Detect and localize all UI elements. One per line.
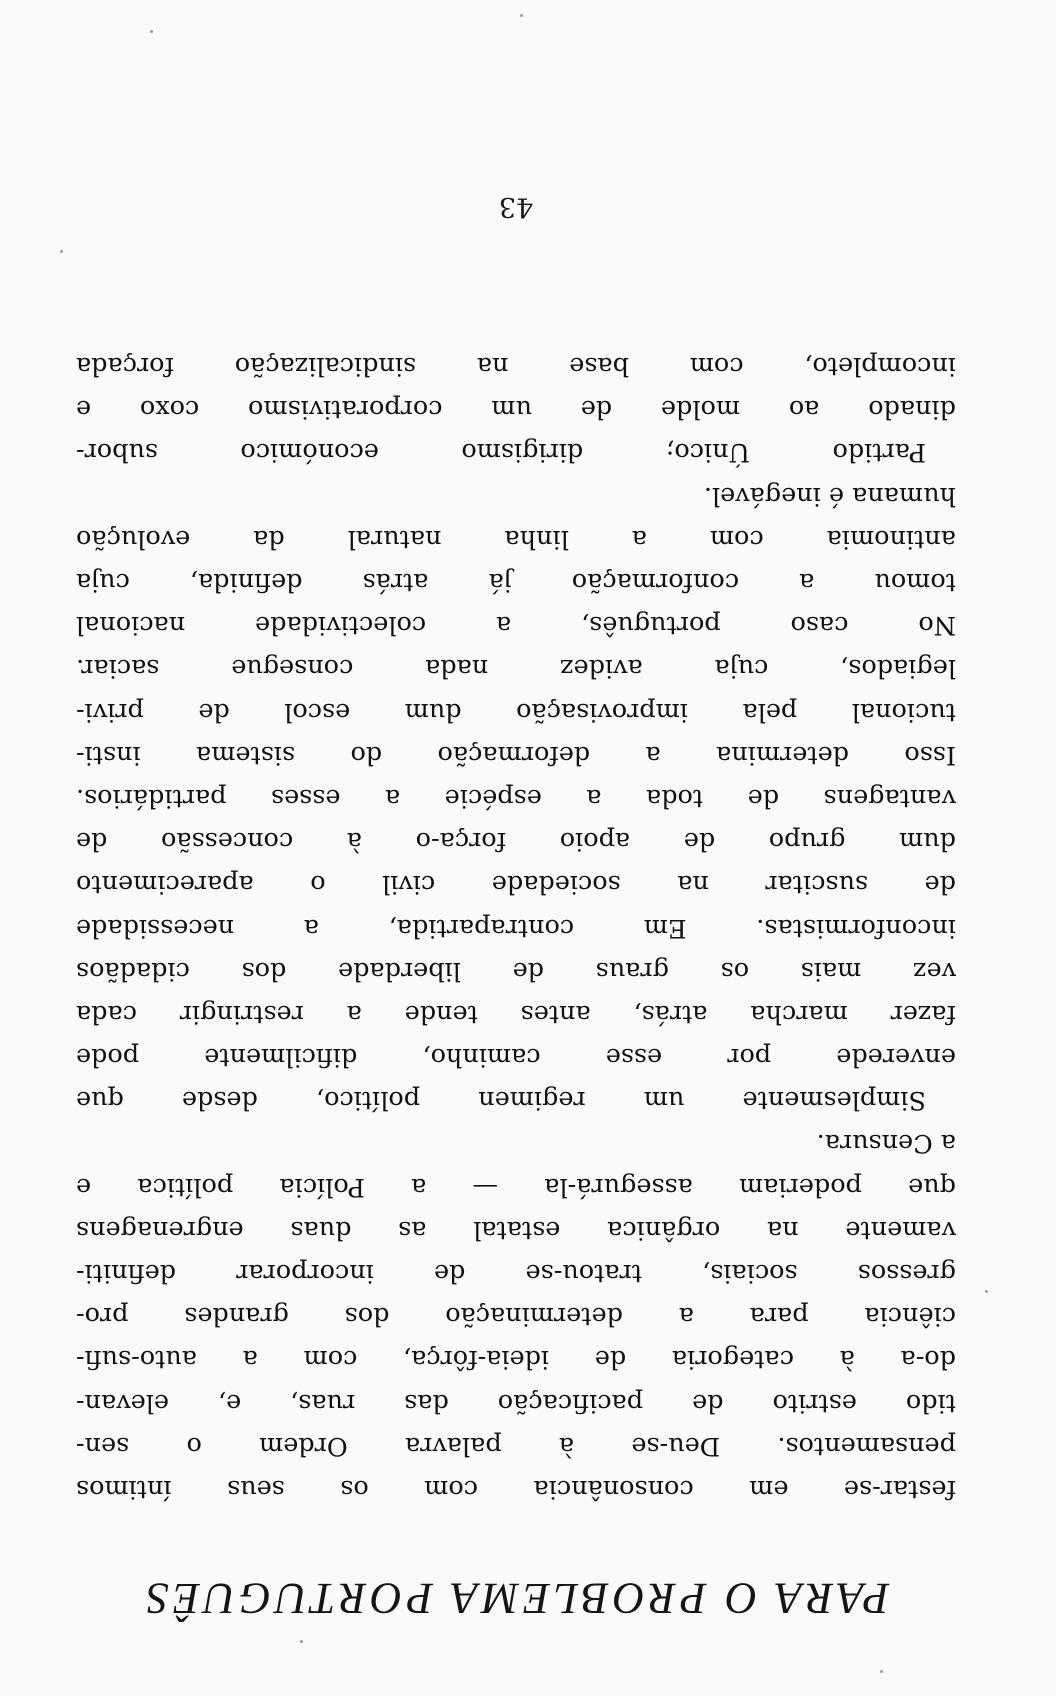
running-title: PARA O PROBLEMA PORTUGUÊS	[142, 1574, 890, 1623]
scan-speck	[985, 1290, 988, 1293]
paragraph-end-line: a Censura.	[816, 1128, 956, 1159]
scan-speck	[520, 14, 523, 17]
text-line: dum grupo de apoio força-o à concessão de	[76, 826, 956, 857]
paragraph-end-line: humana é inegável.	[703, 480, 956, 511]
text-line: inconformistas. Em contrapartida, a necessidade	[76, 912, 956, 943]
scan-speck	[880, 1670, 883, 1673]
text-line: vamente na orgânica estatal as duas engrenagens	[76, 1214, 956, 1245]
text-line: incompleto, com base na sindicalização forçada	[76, 351, 956, 382]
text-line: tucional pela improvisação dum escol de privi-	[76, 696, 956, 727]
text-line: vantagens de toda a espécie a esses partidários.	[76, 783, 956, 813]
body-text	[76, 344, 956, 1510]
text-line: antinomia com a linha natural da evolução	[76, 523, 956, 554]
text-line: tido estrito de pacificação das ruas, e, elevan-	[76, 1387, 956, 1418]
text-line: ciência para a determinação dos grandes pro-	[76, 1301, 956, 1332]
scan-speck	[150, 30, 153, 33]
text-line: dinado ao molde de um corporativismo coxo e	[76, 394, 956, 425]
text-line: festar-se em consonância com os seus íntimos	[76, 1474, 956, 1504]
text-line: No caso português, a colectividade nacional	[76, 610, 956, 641]
text-line: vez mais os graus de liberdade dos cidadãos	[76, 955, 956, 986]
text-line: tomou a conformação já atrás definida, cuja	[76, 567, 956, 598]
text-line: pensamentos. Deu-se à palavra Ordem o sen-	[76, 1430, 956, 1461]
text-line: legiados, cuja avidez nada consegue saciar.	[76, 653, 956, 684]
text-line: de suscitar na sociedade civil o aparecimento	[76, 869, 956, 900]
text-line: enverede por esse caminho, dificilmente pode	[76, 1042, 956, 1073]
text-line: do-a à categoria de ideia-fôrça, com a auto-sufi-	[76, 1344, 956, 1375]
text-line: Isso determina a deformação do sistema insti-	[76, 739, 956, 770]
text-line: fazer marcha atrás, antes tende a restringir cada	[76, 998, 956, 1029]
text-line: que poderiam assegurá-la — a Polícia política e	[76, 1171, 956, 1202]
paragraph-start-line: Simplesmente um regimen político, desde que	[76, 1085, 926, 1116]
paragraph-start-line: Partido Único; dirigismo económico subor-	[76, 437, 926, 468]
page-number: 43	[498, 191, 534, 222]
scan-speck	[60, 250, 63, 253]
scan-speck	[300, 1640, 303, 1643]
text-line: gressos sociais, tratou-se de incorporar definiti-	[76, 1258, 956, 1289]
